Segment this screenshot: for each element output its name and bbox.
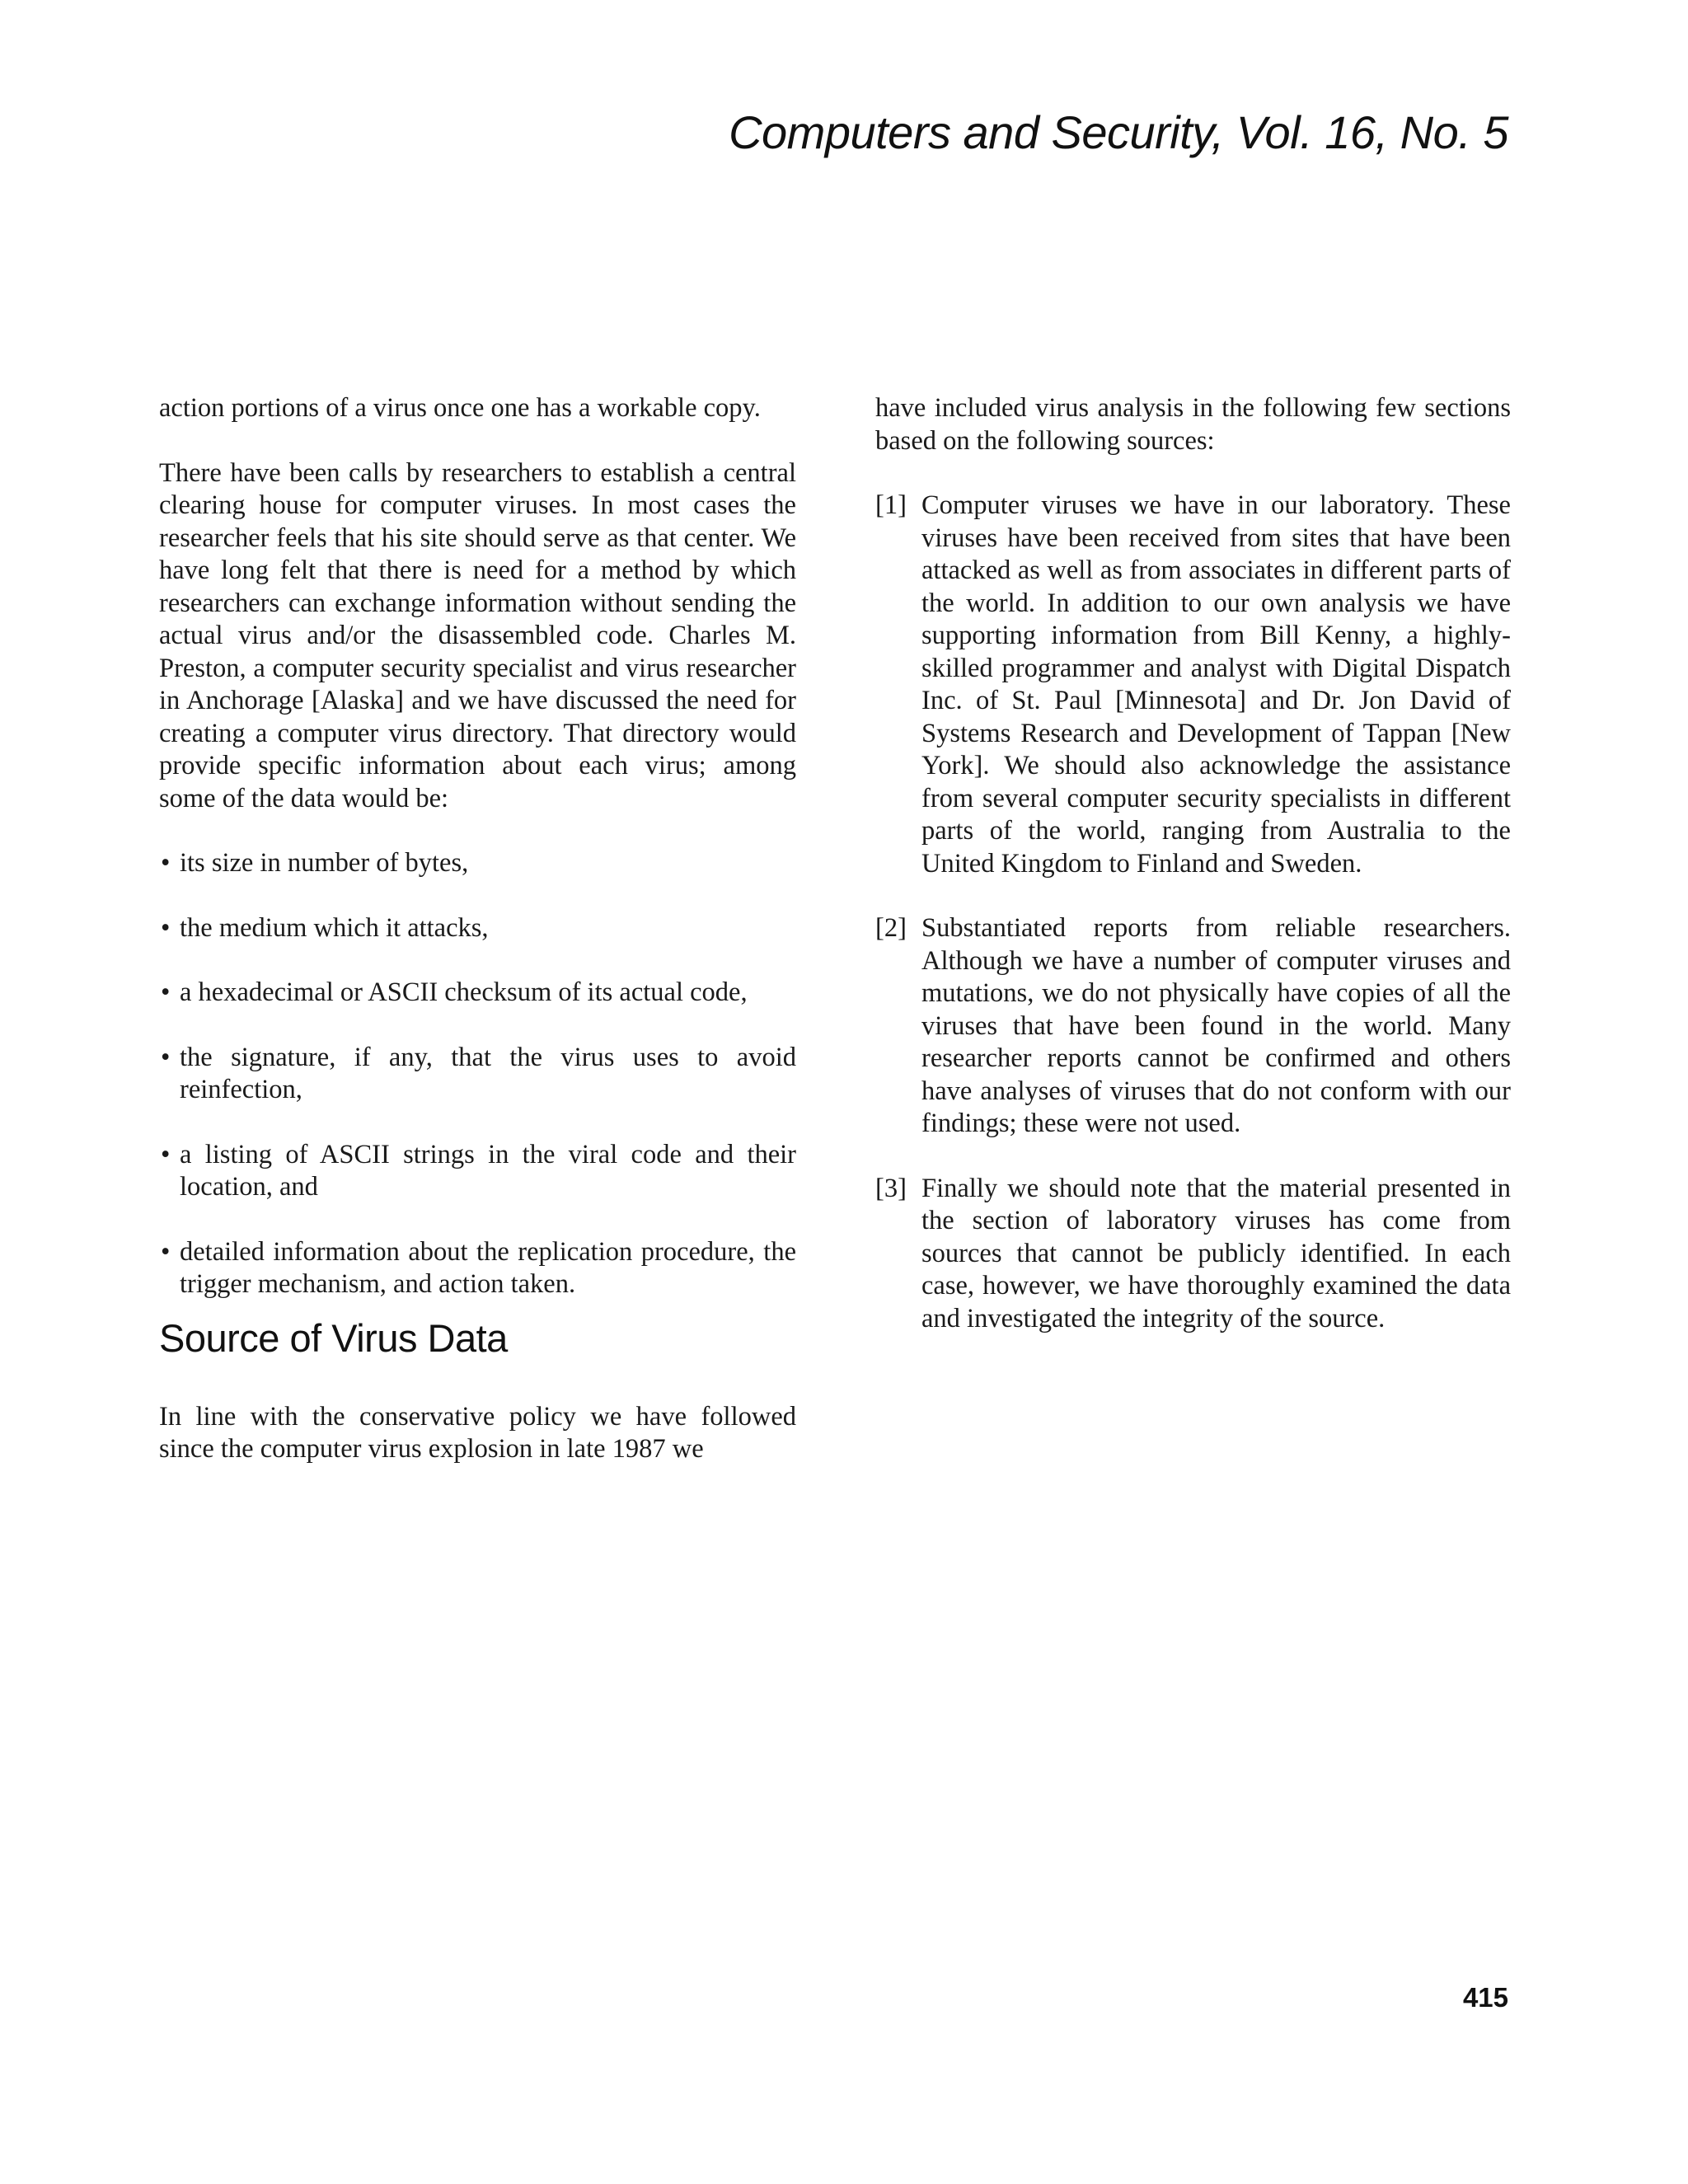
list-item: • the medium which it attacks, [159, 912, 796, 945]
left-column [159, 392, 796, 1498]
bullet-icon: • [161, 977, 171, 1007]
source-item [875, 490, 1511, 880]
source-text: Substantiated reports from reliable researchers. Although we have a number of computer viruses and mutations, we do not physically have copies of all the viruses that have been found in the world. Many researcher reports cannot be confirmed and others have analyses of viruses that do not conform with our findings; these were not used. [921, 913, 1511, 1138]
list-item: • a hexadecimal or ASCII checksum of its actual code, [159, 977, 796, 1010]
source-number: [2] [875, 913, 907, 943]
source-list [875, 490, 1511, 1335]
right-column [875, 392, 1511, 1367]
list-item: • a listing of ASCII strings in the viral code and their location, and [161, 1139, 796, 1202]
bullet-icon: • [161, 1236, 171, 1267]
source-item [875, 912, 1511, 1141]
bullet-icon: • [161, 912, 171, 943]
source-number: [1] [875, 490, 907, 520]
source-number: [3] [875, 1173, 907, 1203]
bullet-icon: • [161, 1042, 171, 1072]
bullet-icon: • [161, 848, 171, 878]
bullet-list [159, 847, 796, 1301]
source-text: Computer viruses we have in our laboratory. These viruses have been received from sites that have been attacked as well as from associates in different parts of the world. In addition to our own analysis we have supporting information from Bill Kenny, a highly-skilled programmer and analyst with Digital Dispatch Inc. of St. Paul [Minnesota] and Dr. Jon David of Systems Research and Development of Tappan [New York]. We should also acknowledge the assistance from several computer security specialists in different parts of the world, ranging from Australia to the United Kingdom to Finland and Sweden. [921, 490, 1511, 879]
paragraph: action portions of a virus once one has a workable copy. [159, 393, 761, 423]
section-heading: Source of Virus Data [159, 1315, 508, 1360]
bullet-icon: • [161, 1139, 171, 1169]
source-text: Finally we should note that the material presented in the section of laboratory viruses has come from sources that cannot be publicly identified. In each case, however, we have thoroughly examined the data and investigated the integrity of the source. [921, 1173, 1511, 1333]
running-header: Computers and Security, Vol. 16, No. 5 [729, 106, 1508, 158]
paragraph: In line with the conservative policy we have followed since the computer virus explosion in late 1987 we [159, 1401, 796, 1464]
paragraph: have included virus analysis in the following few sections based on the following sources: [875, 393, 1511, 456]
list-item: • the signature, if any, that the virus uses to avoid reinfection, [161, 1042, 796, 1104]
source-item [875, 1173, 1511, 1336]
list-item: • its size in number of bytes, [159, 847, 796, 880]
paragraph: There have been calls by researchers to establish a central clearing house for computer viruses. In most cases the researcher feels that his site should serve as that center. We have long felt that there is need for a method by which researchers can exchange information without sending the actual virus and/or the disassembled code. Charles M. Preston, a computer security specialist and virus researcher in Anchorage [Alaska] and we have discussed the need for creating a computer virus directory. That directory would provide specific information about each virus; among some of the data would be: [159, 457, 796, 813]
list-item: • detailed information about the replication procedure, the trigger mechanism, and action taken. [161, 1236, 796, 1299]
page-number: 415 [1462, 1982, 1508, 2013]
